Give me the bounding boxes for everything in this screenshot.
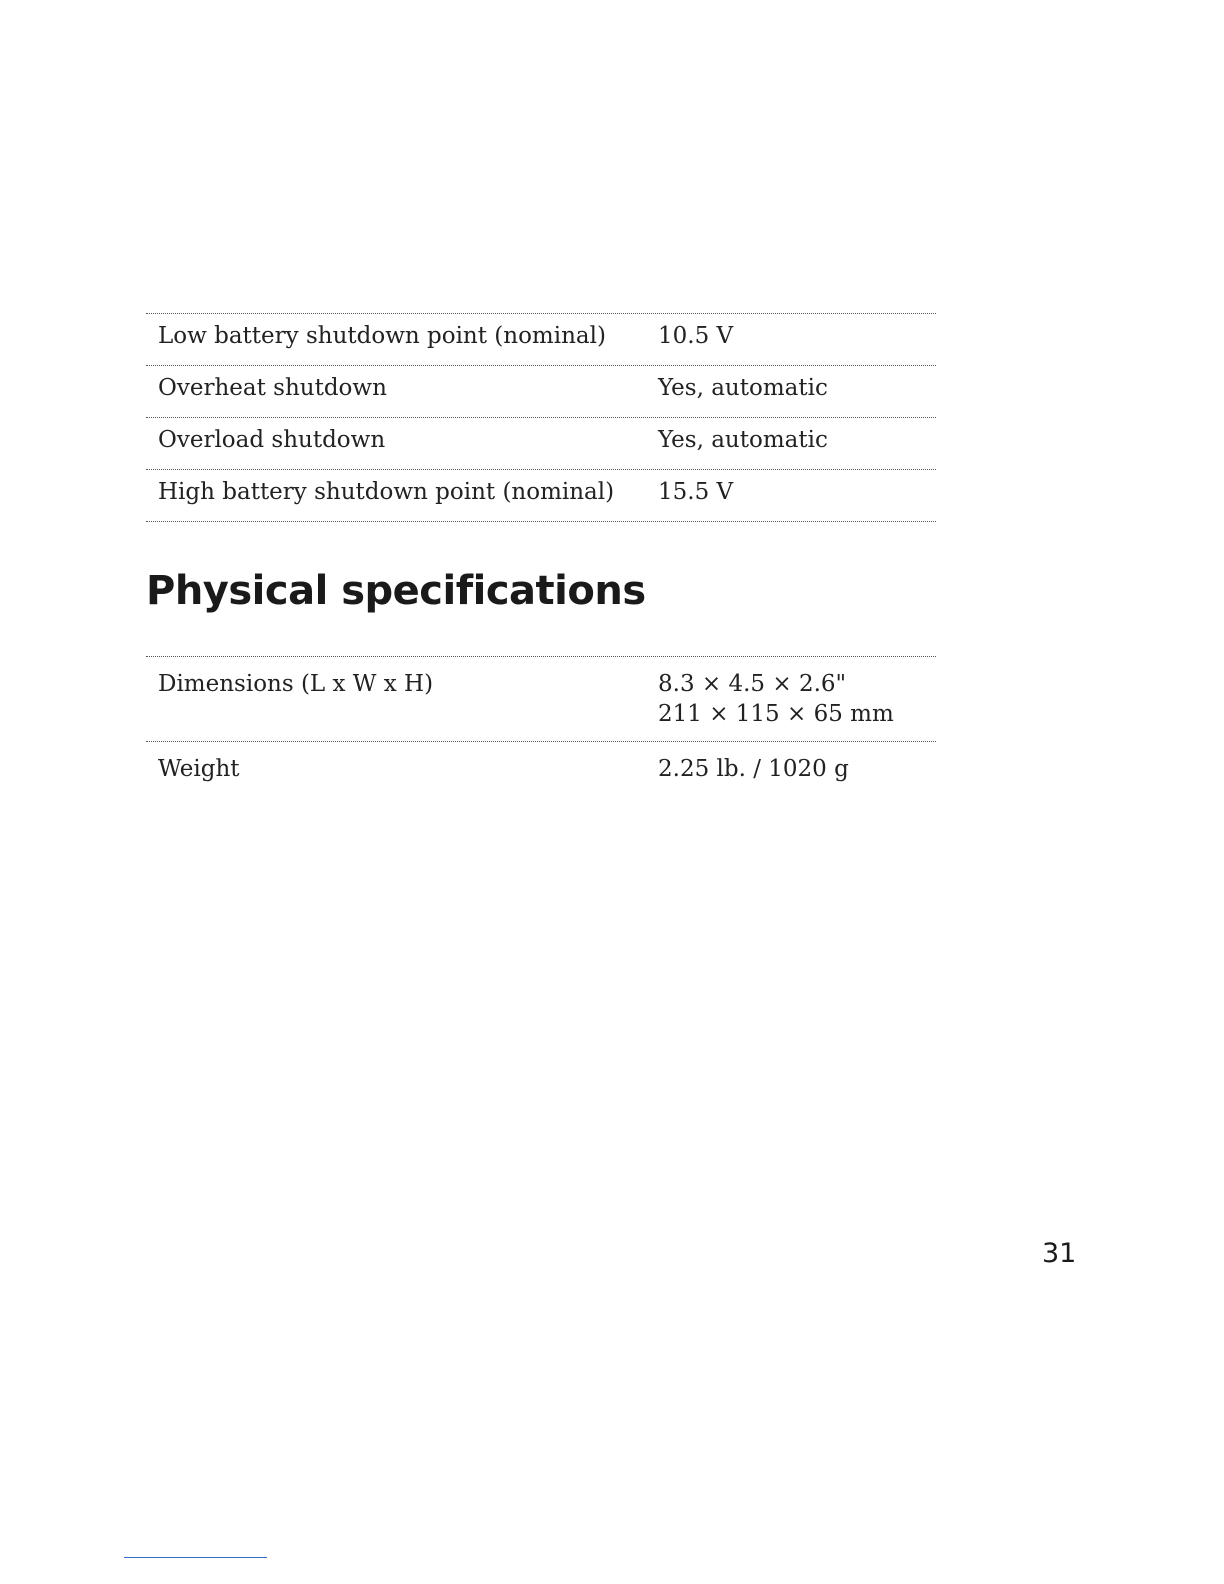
spec-value-line: 8.3 × 4.5 × 2.6" bbox=[658, 671, 847, 697]
spec-value-line: 211 × 115 × 65 mm bbox=[658, 701, 894, 727]
spec-value bbox=[646, 321, 936, 365]
spec-value-line: Yes, automatic bbox=[658, 427, 828, 453]
spec-value-line: 10.5 V bbox=[658, 323, 734, 349]
footer-rule bbox=[124, 1557, 267, 1558]
page-number: 31 bbox=[1042, 1238, 1077, 1269]
spec-value-line: Yes, automatic bbox=[658, 375, 828, 401]
spec-row-overheat-shutdown bbox=[146, 366, 936, 418]
physical-spec-table bbox=[146, 656, 936, 796]
spec-row-overload-shutdown bbox=[146, 418, 936, 470]
spec-row-high-battery-shutdown bbox=[146, 470, 936, 522]
spec-label: Weight bbox=[158, 756, 240, 782]
spec-value bbox=[646, 754, 936, 784]
spec-row-low-battery-shutdown bbox=[146, 314, 936, 366]
spec-row-dimensions bbox=[146, 657, 936, 742]
spec-label: Low battery shutdown point (nominal) bbox=[158, 323, 606, 349]
spec-row-weight bbox=[146, 742, 936, 796]
spec-label: High battery shutdown point (nominal) bbox=[158, 479, 615, 505]
spec-label: Overheat shutdown bbox=[158, 375, 387, 401]
protection-spec-table bbox=[146, 313, 936, 522]
spec-value-line: 15.5 V bbox=[658, 479, 734, 505]
spec-label: Overload shutdown bbox=[158, 427, 386, 453]
spec-value bbox=[646, 477, 936, 521]
spec-value bbox=[646, 373, 936, 417]
section-heading-physical-specifications: Physical specifications bbox=[146, 568, 646, 614]
spec-value-line: 2.25 lb. / 1020 g bbox=[658, 756, 849, 782]
spec-value bbox=[646, 669, 936, 729]
spec-label: Dimensions (L x W x H) bbox=[158, 671, 434, 697]
spec-value bbox=[646, 425, 936, 469]
